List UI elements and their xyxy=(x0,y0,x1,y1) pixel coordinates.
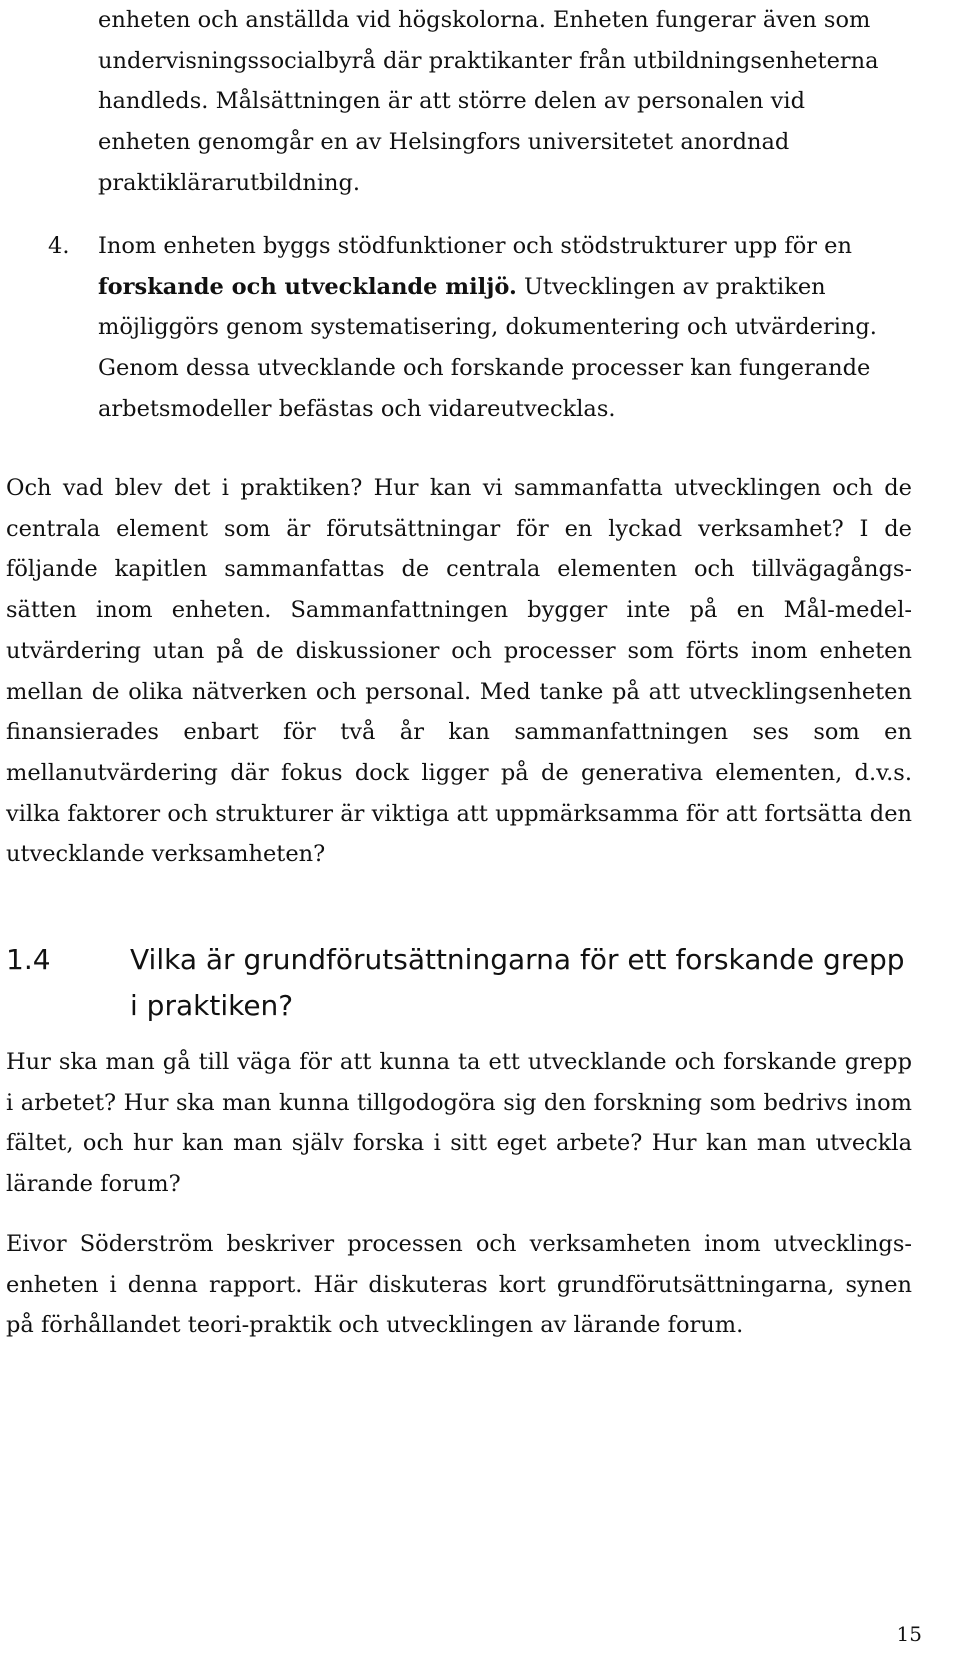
list-item-lead: Inom enheten byggs stödfunktioner och stödstrukturer upp för en xyxy=(98,233,852,259)
section-number: 1.4 xyxy=(6,943,51,976)
summary-paragraph: Och vad blev det i praktiken? Hur kan vi sammanfatta utvecklingen och de centrala element som är förutsättningar för en lyckad verksamhet? I de följande kapitlen sammanfattas de centrala elementen och tillvägagångs-sätten inom enheten. Sammanfattningen bygger inte på en Mål-medel-utvärdering utan på de diskussioner och processer som förts inom enheten mellan de olika nätverken och personal. Med tanke på att utvecklingsenheten finansierades enbart för två år kan sammanfattningen ses som en mellanutvärdering där fokus dock ligger på de generativa elementen, d.v.s. vilka faktorer och strukturer är viktiga att uppmärksamma för att fortsätta den utvecklande verksamheten? xyxy=(6,475,912,868)
list-item-bold-phrase: forskande och utvecklande miljö. xyxy=(98,273,517,300)
top-paragraph: enheten och anställda vid högskolorna. Enheten fungerar även som undervisningssocialbyrå där praktikanter från utbildningsenheterna handleds. Målsättningen är att större delen av personalen vid enheten genomgår en av Helsingfors universitetet anordnad praktiklärarutbildning. xyxy=(98,7,879,196)
section-paragraph-2: Eivor Söderström beskriver processen och verksamheten inom utvecklings-enheten i denna rapport. Här diskuteras kort grundförutsättningarna, synen på förhållandet teori-praktik och utvecklingen av lärande forum. xyxy=(6,1231,912,1339)
list-item-number: 4. xyxy=(48,233,70,259)
list-item-rest: Utvecklingen av praktiken möjliggörs genom systematisering, dokumentering och utvärdering. Genom dessa utvecklande och forskande processer kan fungerande arbetsmodeller befästas och vidareutvecklas. xyxy=(98,273,877,422)
section-title: Vilka är grundförutsättningarna för ett forskande grepp i praktiken? xyxy=(130,943,905,1022)
section-paragraph-1: Hur ska man gå till väga för att kunna ta ett utvecklande och forskande grepp i arbetet? Hur ska man kunna tillgodogöra sig den forskning som bedrivs inom fältet, och hur kan man själv forska i sitt eget arbete? Hur kan man utveckla lärande forum? xyxy=(6,1049,912,1198)
page-number: 15 xyxy=(896,1622,922,1646)
list-item-4 xyxy=(98,226,898,430)
